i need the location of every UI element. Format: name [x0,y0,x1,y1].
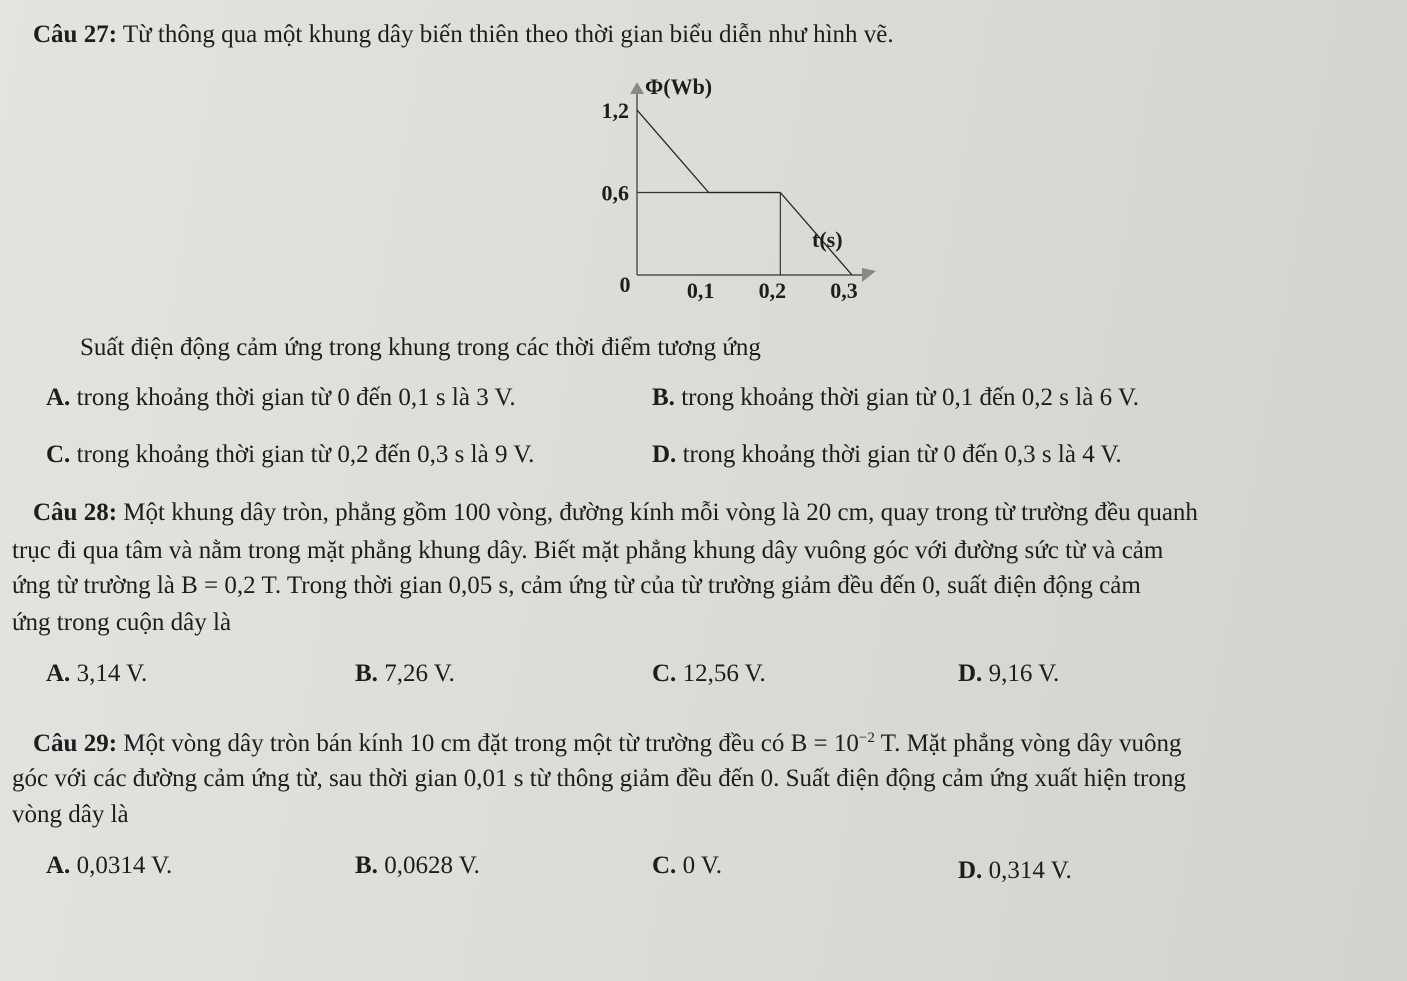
q27-option-d [652,440,1122,470]
q29-line-3: vòng dây là [12,801,129,828]
x-tick-0-3: 0,3 [830,278,858,303]
q28-text-1: Một khung dây tròn, phẳng gồm 100 vòng, đường kính mỗi vòng là 20 cm, quay trong từ trường đều quanh [123,499,1198,526]
q27-option-d-text: trong khoảng thời gian từ 0 đến 0,3 s là 4 V. [682,441,1122,468]
q28-option-b-text: 7,26 V. [384,660,455,687]
q29-text-1a: Một vòng dây tròn bán kính 10 cm đặt trong một từ trường đều có B = 10 [123,730,859,757]
q29-option-c-text: 0 V. [682,852,722,879]
q29-line-1 [33,723,1182,759]
q29-option-c [652,851,722,881]
y-axis-arrow [630,82,644,94]
q29-option-d [958,856,1072,886]
q28-option-a-text: 3,14 V. [76,660,148,687]
q28-option-c [652,659,766,689]
q28-line-1 [33,498,1198,528]
y-axis-label: Φ(Wb) [645,74,713,99]
q29-option-d-letter: D. [958,857,983,884]
q27-option-a [46,383,516,413]
q29-option-c-letter: C. [652,852,677,879]
flux-segment-1 [637,110,709,193]
q29-text-1b: T. Mặt phẳng vòng dây vuông [874,730,1182,757]
q28-option-a [46,659,147,689]
y-tick-0-6: 0,6 [601,180,629,206]
q27-label: Câu 27: [33,21,118,48]
q29-exponent: −2 [858,730,875,746]
y-tick-1-2: 1,2 [601,98,629,123]
q27-option-b [652,383,1139,413]
q28-line-4: ứng trong cuộn dây là [12,609,232,636]
q27-option-d-letter: D. [652,441,677,468]
q29-line-2: góc với các đường cảm ứng từ, sau thời gian 0,01 s từ thông giảm đều đến 0. Suất điện động cảm ứng xuất hiện trong [12,765,1186,792]
q28-option-a-letter: A. [46,660,71,687]
q27-option-c-text: trong khoảng thời gian từ 0,2 đến 0,3 s là 9 V. [76,441,535,468]
x-tick-0-1: 0,1 [686,278,715,303]
flux-time-chart [585,70,858,310]
q29-option-d-text: 0,314 V. [988,857,1072,884]
q28-option-d-text: 9,16 V. [988,660,1060,687]
q28-option-b-letter: B. [355,660,378,687]
q27-heading [33,20,894,50]
q27-option-b-text: trong khoảng thời gian từ 0,1 đến 0,2 s là 6 V. [681,384,1139,411]
q28-option-c-text: 12,56 V. [682,660,766,687]
q28-option-d-letter: D. [958,660,983,687]
x-tick-0-2: 0,2 [758,278,787,303]
q28-label: Câu 28: [33,499,118,526]
q29-option-b-text: 0,0628 V. [384,852,480,879]
q27-option-b-letter: B. [652,384,675,411]
q28-option-b [355,659,455,689]
q29-option-b [355,851,480,881]
q27-option-a-text: trong khoảng thời gian từ 0 đến 0,1 s là 3 V. [76,384,516,411]
x-axis-arrow [862,268,876,282]
q27-text: Từ thông qua một khung dây biến thiên theo thời gian biểu diễn như hình vẽ. [122,21,894,48]
q27-option-c [46,440,534,470]
q28-line-2: trục đi qua tâm và nằm trong mặt phẳng khung dây. Biết mặt phẳng khung dây vuông góc với đường sức từ và cảm [12,537,1164,564]
q28-option-d [958,659,1059,689]
q29-option-a [46,851,172,881]
q27-option-a-letter: A. [46,384,71,411]
q27-prompt: Suất điện động cảm ứng trong khung trong các thời điểm tương ứng [80,334,761,361]
q29-option-a-letter: A. [46,852,71,879]
q29-label: Câu 29: [33,730,118,757]
q29-option-b-letter: B. [355,852,378,879]
q28-line-3: ứng từ trường là B = 0,2 T. Trong thời gian 0,05 s, cảm ứng từ của từ trường giảm đều đến 0, suất điện động cảm [12,572,1141,599]
x-axis-label: t(s) [812,227,843,252]
q28-option-c-letter: C. [652,660,677,687]
origin-label: 0 [619,272,631,297]
flux-time-graph [585,70,858,310]
q27-option-c-letter: C. [46,441,71,468]
q29-option-a-text: 0,0314 V. [76,852,173,879]
